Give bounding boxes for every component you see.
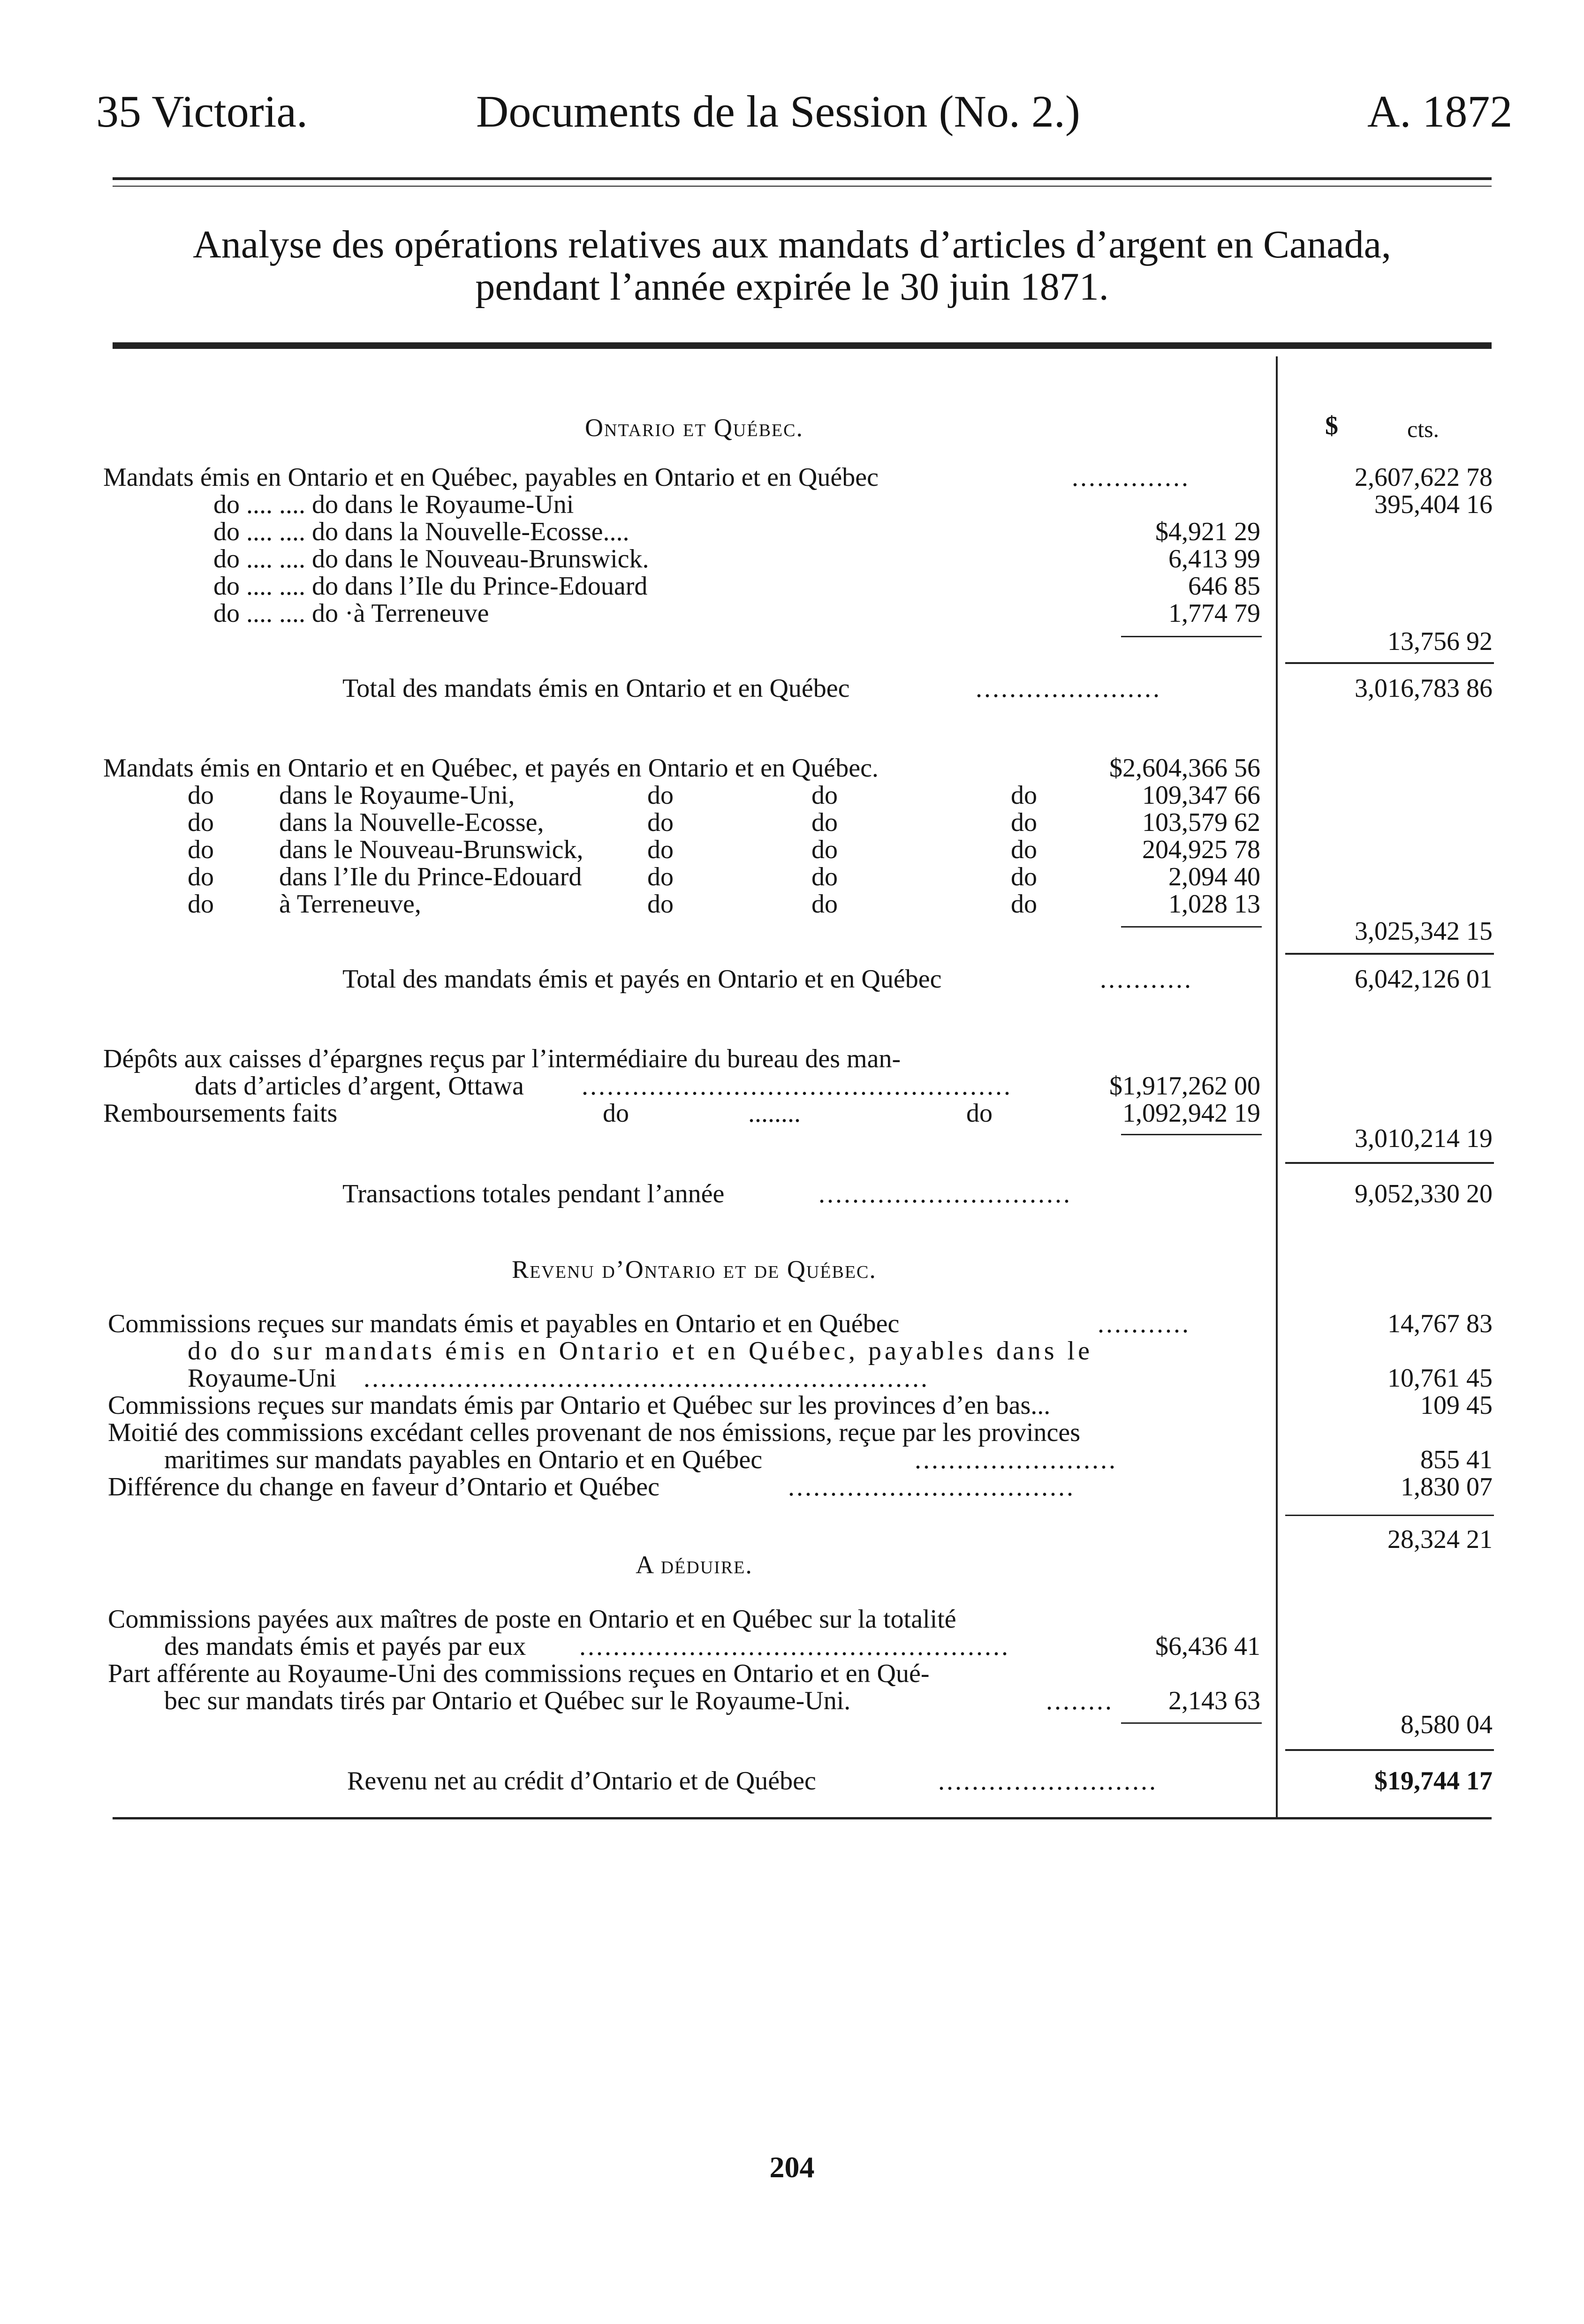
leader-dots: ........................ (915, 1445, 1117, 1474)
paid-destination: dans le Royaume-Uni, (279, 781, 515, 810)
section-heading-revenue: Revenu d’Ontario et de Québec. (512, 1255, 877, 1283)
net-revenue-label: Revenu net au crédit d’Ontario et de Québec (347, 1766, 816, 1796)
issued-row-6-label: do .... .... do ·à Terreneuve (213, 599, 489, 628)
paid-destination: dans la Nouvelle-Ecosse, (279, 808, 544, 837)
refunds-amount: 1,092,942 19 (1122, 1099, 1260, 1128)
paid-do: do (647, 781, 674, 810)
paid-do: do (1011, 808, 1037, 837)
refunds-dots: ........ (748, 1099, 801, 1128)
paid-do: do (811, 781, 838, 810)
paid-do: do (811, 862, 838, 891)
deposits-line2: dats d’articles d’argent, Ottawa (195, 1071, 524, 1101)
revenue-c3-amount: 109 45 (1420, 1391, 1493, 1420)
header-rule (113, 177, 1492, 180)
refunds-do: do (603, 1099, 629, 1128)
issued-subtotal: 13,756 92 (1387, 627, 1493, 656)
paid-destination: dans le Nouveau-Brunswick, (279, 835, 584, 864)
revenue-c3-label: Commissions reçues sur mandats émis par Ontario et Québec sur les provinces d’en bas... (108, 1391, 1051, 1420)
deposits-line1: Dépôts aux caisses d’épargnes reçus par l’intermédiaire du bureau des man- (103, 1044, 901, 1073)
issued-row-4-label: do .... .... do dans le Nouveau-Brunswick. (213, 544, 649, 573)
total-rule (1285, 1162, 1494, 1164)
leader-dots: ................................................... (582, 1071, 1012, 1101)
paid-do: do (811, 890, 838, 919)
paid-subtotal: 3,025,342 15 (1355, 917, 1493, 946)
issued-row-1-label: Mandats émis en Ontario et en Québec, payables en Ontario et en Québec (103, 463, 879, 492)
paid-row-1-sub: $2,604,366 56 (1109, 754, 1260, 783)
deduct-d1-amount: $6,436 41 (1155, 1632, 1260, 1661)
total-issued-amount: 3,016,783 86 (1355, 674, 1493, 703)
revenue-c4-line1: Moitié des commissions excédant celles provenant de nos émissions, reçue par les provinces (108, 1418, 1081, 1447)
total-rule (1285, 1749, 1494, 1751)
deposits-amount: $1,917,262 00 (1109, 1071, 1260, 1101)
revenue-c5-amount: 1,830 07 (1401, 1472, 1493, 1502)
deposits-subtotal: 3,010,214 19 (1355, 1124, 1493, 1153)
deduct-d2-line2: bec sur mandats tirés par Ontario et Québec sur le Royaume-Uni. (164, 1686, 851, 1715)
leader-dots: ................................................................... (364, 1364, 929, 1393)
deduct-d2-amount: 2,143 63 (1168, 1686, 1260, 1715)
leader-dots: .............................. (819, 1179, 1072, 1208)
revenue-c4-amount: 855 41 (1420, 1445, 1493, 1474)
leader-dots: ................................................... (579, 1632, 1010, 1661)
leader-dots: ...................... (976, 674, 1161, 703)
paid-do: do (1011, 890, 1037, 919)
paid-do: do (1011, 835, 1037, 864)
leader-dots: .................................. (788, 1472, 1075, 1502)
leader-dots: ........... (1100, 965, 1193, 994)
section-heading-deduct: A déduire. (636, 1551, 753, 1579)
paid-sub-amount: 204,925 78 (1142, 835, 1260, 864)
page-title-line2: pendant l’année expirée le 30 juin 1871. (475, 265, 1109, 309)
paid-do: do (188, 890, 214, 919)
deduct-d1-line2: des mandats émis et payés par eux (164, 1632, 526, 1661)
subtotal-rule (1121, 926, 1262, 928)
column-separator (1276, 356, 1278, 1817)
revenue-c2-amount: 10,761 45 (1387, 1364, 1493, 1393)
revenue-c5-label: Différence du change en faveur d’Ontario et Québec (108, 1472, 659, 1502)
cents-column-header: cts. (1407, 416, 1440, 442)
subtotal-rule (1121, 1722, 1262, 1724)
issued-row-2-amount: 395,404 16 (1374, 490, 1493, 519)
leader-dots: .............. (1072, 463, 1190, 492)
paid-do: do (188, 781, 214, 810)
leader-dots: ........ (1046, 1686, 1114, 1715)
issued-row-1-amount: 2,607,622 78 (1355, 463, 1493, 492)
footer-rule (113, 1817, 1492, 1819)
total-paid-amount: 6,042,126 01 (1355, 965, 1493, 994)
paid-sub-amount: 109,347 66 (1142, 781, 1260, 810)
total-transactions-amount: 9,052,330 20 (1355, 1179, 1493, 1208)
total-rule (1285, 1515, 1494, 1516)
total-rule (1285, 953, 1494, 955)
issued-row-2-label: do .... .... do dans le Royaume-Uni (213, 490, 574, 519)
paid-sub-amount: 1,028 13 (1168, 890, 1260, 919)
paid-sub-amount: 103,579 62 (1142, 808, 1260, 837)
paid-do: do (811, 835, 838, 864)
page-title-line1: Analyse des opérations relatives aux mandats d’articles d’argent en Canada, (193, 223, 1391, 266)
title-rule (113, 342, 1492, 349)
deduct-d2-line1: Part afférente au Royaume-Uni des commissions reçues en Ontario et en Qué- (108, 1659, 930, 1688)
paid-do: do (647, 862, 674, 891)
subtotal-rule (1121, 1134, 1262, 1135)
year-label: A. 1872 (1367, 86, 1513, 136)
paid-destination: à Terreneuve, (279, 890, 421, 919)
revenue-c1-label: Commissions reçues sur mandats émis et payables en Ontario et en Québec (108, 1309, 900, 1338)
issued-row-4-sub: 6,413 99 (1168, 544, 1260, 573)
paid-do: do (188, 808, 214, 837)
paid-do: do (1011, 862, 1037, 891)
paid-do: do (647, 835, 674, 864)
paid-row-1-label: Mandats émis en Ontario et en Québec, et payés en Ontario et en Québec. (103, 754, 879, 783)
section-heading-oq: Ontario et Québec. (585, 414, 803, 442)
deduct-total: 8,580 04 (1401, 1710, 1493, 1739)
subtotal-rule (1121, 636, 1262, 637)
dollars-column-header: $ (1325, 411, 1338, 440)
issued-row-3-label: do .... .... do dans la Nouvelle-Ecosse.... (213, 517, 629, 546)
issued-row-6-sub: 1,774 79 (1168, 599, 1260, 628)
total-paid-label: Total des mandats émis et payés en Ontario et en Québec (342, 965, 942, 994)
issued-row-5-sub: 646 85 (1188, 572, 1260, 601)
refunds-do: do (966, 1099, 993, 1128)
paid-do: do (188, 835, 214, 864)
revenue-c2-line2: Royaume-Uni (188, 1364, 337, 1393)
session-label: 35 Victoria. (96, 86, 308, 136)
paid-do: do (1011, 781, 1037, 810)
leader-dots: .......................... (938, 1766, 1158, 1796)
total-issued-label: Total des mandats émis en Ontario et en Québec (342, 674, 850, 703)
page-number: 204 (769, 2150, 815, 2184)
deduct-d1-line1: Commissions payées aux maîtres de poste en Ontario et en Québec sur la totalité (108, 1605, 956, 1634)
revenue-c2-line1: do do sur mandats émis en Ontario et en Québec, payables dans le (188, 1336, 1093, 1366)
paid-sub-amount: 2,094 40 (1168, 862, 1260, 891)
issued-row-3-sub: $4,921 29 (1155, 517, 1260, 546)
leader-dots: ........... (1098, 1309, 1190, 1338)
header-rule-thin (113, 186, 1492, 187)
paid-do: do (647, 890, 674, 919)
paid-do: do (811, 808, 838, 837)
refunds-label: Remboursements faits (103, 1099, 338, 1128)
revenue-c1-amount: 14,767 83 (1387, 1309, 1493, 1338)
documents-label: Documents de la Session (No. 2.) (476, 86, 1080, 136)
issued-row-5-label: do .... .... do dans l’Ile du Prince-Edouard (213, 572, 648, 601)
total-transactions-label: Transactions totales pendant l’année (342, 1179, 725, 1208)
revenue-c4-line2: maritimes sur mandats payables en Ontario et en Québec (164, 1445, 763, 1474)
net-revenue-amount: $19,744 17 (1374, 1766, 1493, 1796)
total-rule (1285, 662, 1494, 664)
revenue-total: 28,324 21 (1387, 1525, 1493, 1554)
paid-do: do (647, 808, 674, 837)
paid-destination: dans l’Ile du Prince-Edouard (279, 862, 582, 891)
paid-do: do (188, 862, 214, 891)
